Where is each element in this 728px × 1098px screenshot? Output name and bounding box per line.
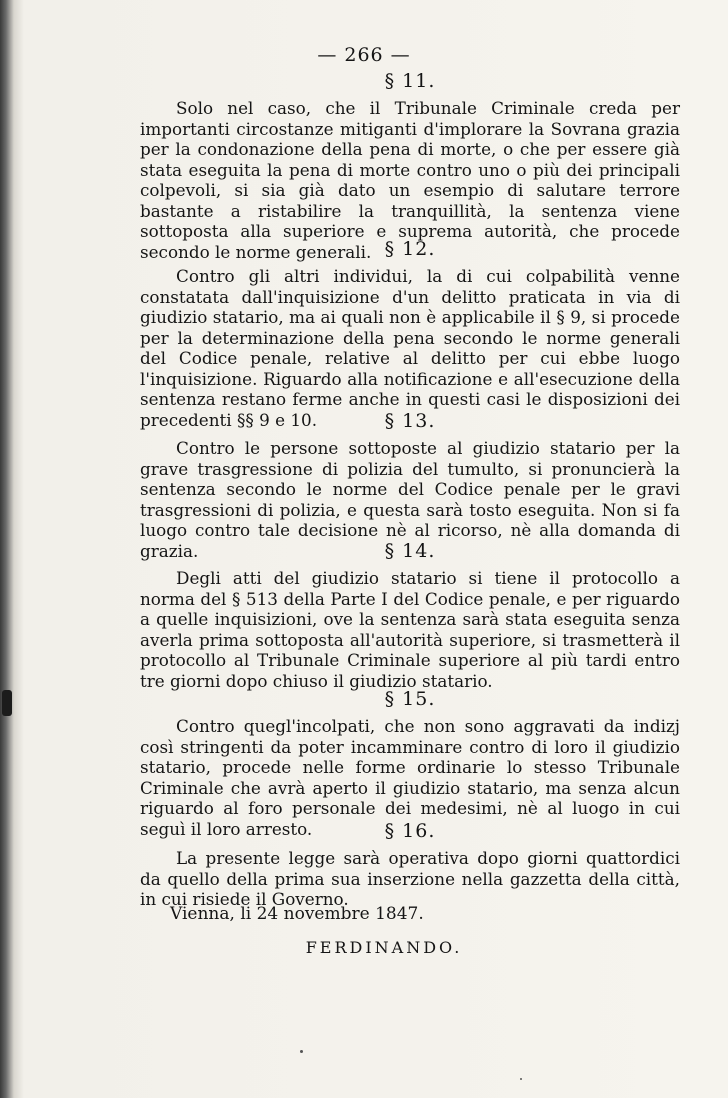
section-text: Contro gli altri individui, la di cui colpabilità venne constatata dall'inquisizione d'un delitto praticata in via di giudizio statario, ma ai quali non è applicabile il § 9, si procede per la determinazione della pena secondo le norme generali del Codice penale, relative al delitto per cui ebbe luogo l'inquisizione. Riguardo alla notificazione e all'esecuzione della sentenza restano ferme anche in questi casi le disposizioni dei precedenti §§ 9 e 10. bbox=[140, 266, 680, 430]
section-11 bbox=[140, 70, 680, 262]
section-13 bbox=[140, 410, 680, 561]
binding-mark bbox=[2, 690, 12, 716]
section-text: Solo nel caso, che il Tribunale Criminale creda per importanti circostanze mitiganti d'implorare la Sovrana grazia per la condonazione della pena di morte, o che per essere già stata eseguita la pena di morte contro uno o più dei principali colpevoli, si sia già dato un esempio di salutare terrore bastante a ristabilire la tranquillità, la sentenza viene sottoposta alla superiore e suprema autorità, che procede secondo le norme generali. bbox=[140, 98, 680, 262]
section-16 bbox=[140, 820, 680, 910]
section-text: Contro quegl'incolpati, che non sono aggravati da indizj così stringenti da poter incamminare contro di loro il giudizio statario, procede nelle forme ordinarie lo stesso Tribunale Criminale che avrà aperto il giudizio statario, ma senza alcun riguardo al foro personale dei medesimi, nè al luogo in cui seguì il loro arresto. bbox=[140, 716, 680, 839]
section-heading: § 16. bbox=[384, 820, 436, 842]
section-heading: § 15. bbox=[384, 688, 436, 710]
paper-speck bbox=[300, 1050, 303, 1053]
section-heading: § 13. bbox=[384, 410, 436, 432]
page-number: — 266 — bbox=[317, 44, 411, 66]
section-heading: § 14. bbox=[384, 540, 436, 562]
section-heading: § 11. bbox=[384, 70, 436, 92]
signature: FERDINANDO. bbox=[305, 938, 463, 957]
section-text: La presente legge sarà operativa dopo giorni quattordici da quello della prima sua inserzione nella gazzetta della città, in cui risiede il Governo. bbox=[140, 848, 680, 909]
section-15 bbox=[140, 688, 680, 839]
section-heading: § 12. bbox=[384, 238, 436, 260]
section-12 bbox=[140, 238, 680, 430]
section-text: Contro le persone sottoposte al giudizio statario per la grave trasgressione di polizia del tumulto, si pronuncierà la sentenza secondo le norme del Codice penale per le gravi trasgressioni di polizia, e questa sarà tosto eseguita. Non si fa luogo contro tale decisione nè al ricorso, nè alla domanda di grazia. bbox=[140, 438, 680, 561]
place-date-line: Vienna, li 24 novembre 1847. bbox=[170, 904, 424, 924]
paper-speck bbox=[520, 1078, 522, 1080]
section-text: Degli atti del giudizio statario si tiene il protocollo a norma del § 513 della Parte I del Codice penale, e per riguardo a quelle inquisizioni, ove la sentenza sarà stata eseguita senza averla prima sottoposta all'autorità superiore, si trasmetterà il protocollo al Tribunale Criminale superiore al più tardi entro tre giorni dopo chiuso il giudizio statario. bbox=[140, 568, 680, 691]
section-14 bbox=[140, 540, 680, 691]
